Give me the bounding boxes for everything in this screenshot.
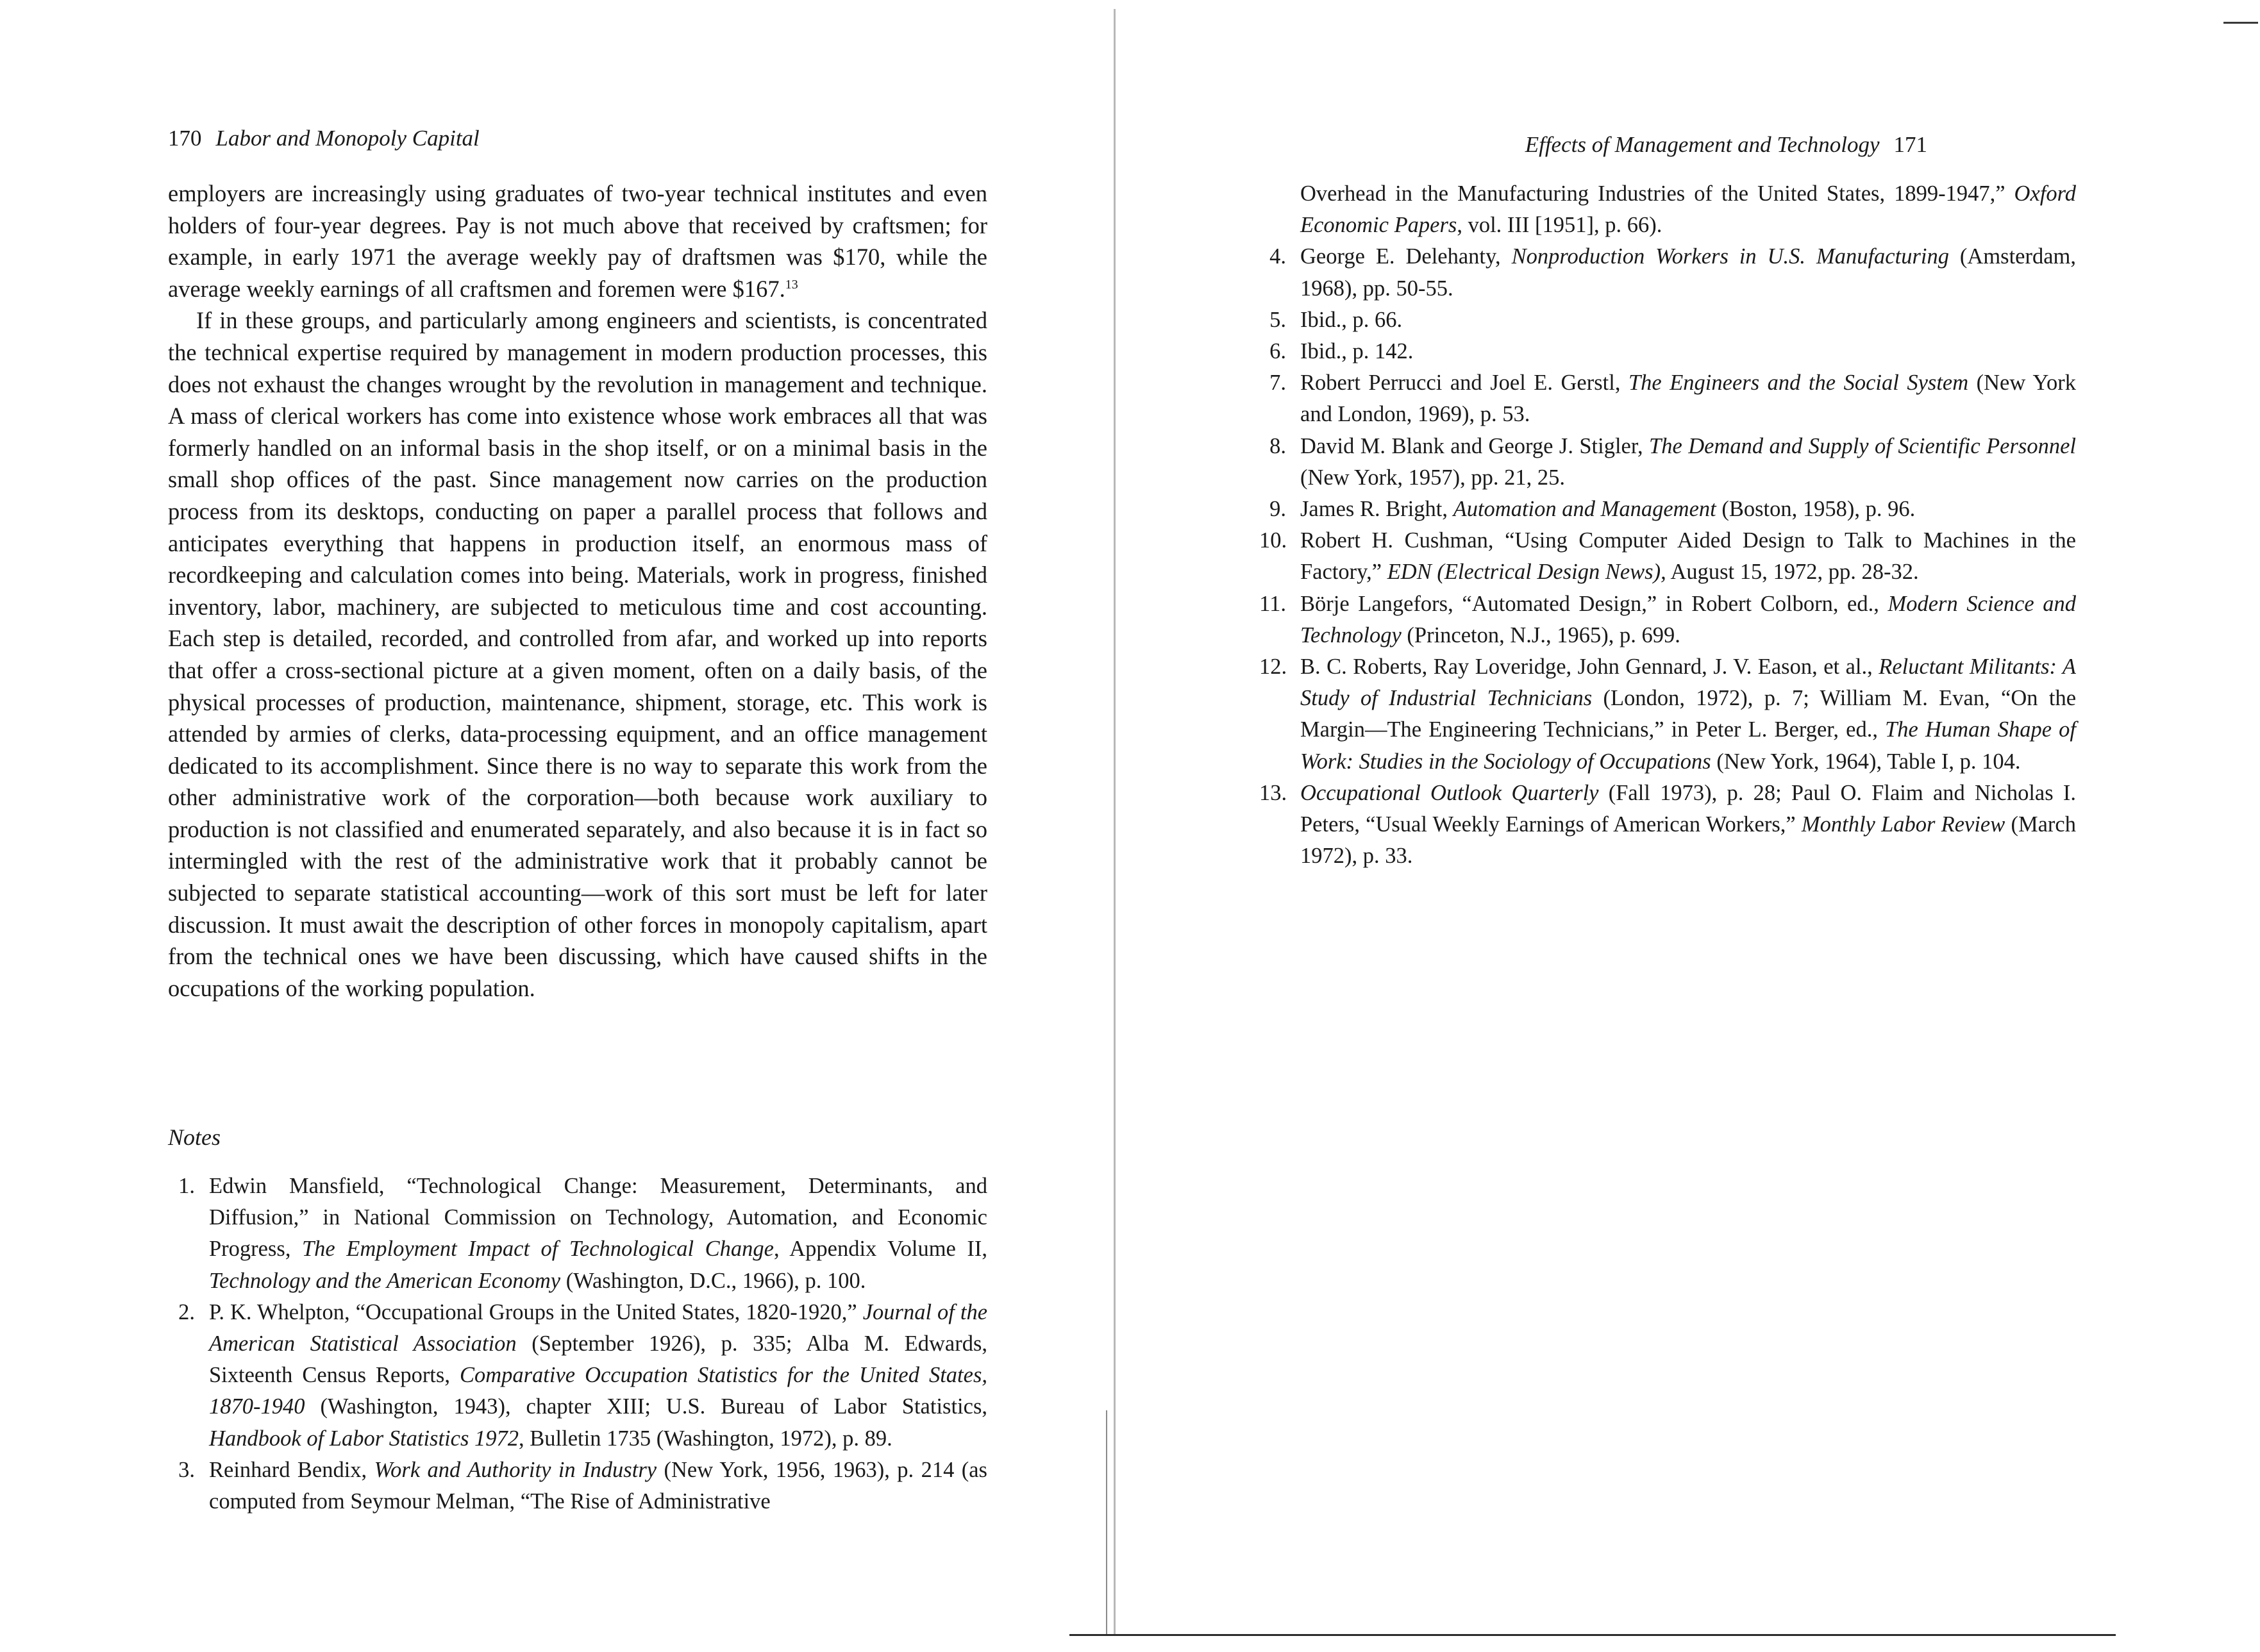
paragraph-1 — [168, 178, 987, 305]
note-6 — [1259, 336, 2076, 367]
note-2 — [168, 1297, 987, 1455]
notes-list-right — [1259, 178, 2076, 872]
note-text: B. C. Roberts, Ray Loveridge, John Gennard, J. V. Eason, et al., — [1300, 655, 1879, 680]
note-number: 4. — [1269, 244, 1286, 269]
left-page — [0, 0, 1116, 1652]
note-text: George E. Delehanty, — [1300, 244, 1512, 269]
note-text: , vol. III [1951], p. 66). — [1457, 213, 1662, 238]
note-text: August 15, 1972, pp. 28-32. — [1666, 560, 1919, 585]
page-bottom-edge — [1069, 1634, 2116, 1636]
note-number: 8. — [1269, 433, 1286, 458]
note-text: Reinhard Bendix, — [209, 1457, 374, 1482]
note-number: 7. — [1269, 371, 1286, 396]
note-number: 13. — [1259, 780, 1287, 805]
note-title: The Demand and Supply of Scientific Personnel — [1649, 433, 2076, 458]
note-number: 10. — [1259, 528, 1287, 553]
note-4 — [1259, 241, 2076, 304]
note-title: Journal of the American Statistical Association — [209, 1299, 988, 1356]
note-title: Occupational Outlook Quarterly — [1300, 780, 1599, 805]
note-3 — [168, 1455, 987, 1517]
body-text — [168, 178, 987, 1004]
note-title: Oxford Economic Papers — [1300, 181, 2076, 238]
note-text: P. K. Whelpton, “Occupational Groups in the United States, 1820-1920,” — [209, 1299, 863, 1324]
right-page-number: 171 — [1893, 132, 1927, 157]
note-3-continued — [1259, 178, 2076, 241]
note-title: Work and Authority in Industry — [374, 1457, 657, 1482]
left-running-head — [168, 126, 480, 151]
footnote-ref-13: 13 — [785, 277, 798, 292]
note-text: (Princeton, N.J., 1965), p. 699. — [1401, 622, 1680, 647]
note-text: Robert H. Cushman, “Using Computer Aided Design to Talk to Machines in the Factory,” — [1300, 528, 2076, 585]
note-text: Robert Perrucci and Joel E. Gerstl, — [1300, 371, 1628, 396]
note-12 — [1259, 651, 2076, 778]
page-gutter — [1114, 9, 1116, 1635]
note-number: 1. — [178, 1174, 195, 1198]
note-text: Overhead in the Manufacturing Industries of the United States, 1899-1947,” — [1300, 181, 2014, 206]
note-number: 12. — [1259, 655, 1287, 680]
note-title: The Human Shape of Work: Studies in the Sociology of Occupations — [1300, 717, 2076, 774]
notes-list-left — [168, 1171, 987, 1517]
note-number: 11. — [1259, 591, 1286, 616]
note-text: David M. Blank and George J. Stigler, — [1300, 433, 1650, 458]
note-text: (New York, 1964), Table I, p. 104. — [1711, 749, 2021, 774]
note-text: , Bulletin 1735 (Washington, 1972), p. 89. — [519, 1426, 892, 1451]
note-number: 5. — [1269, 307, 1286, 332]
note-title: Comparative Occupation Statistics for the United States, 1870-1940 — [209, 1363, 987, 1419]
right-running-title: Effects of Management and Technology — [1525, 132, 1880, 157]
left-page-number: 170 — [168, 126, 202, 151]
note-title: Automation and Management — [1453, 497, 1716, 522]
note-text: (New York, 1956, 1963), p. 214 (as computed from Seymour Melman, “The Rise of Administrative — [209, 1457, 987, 1514]
right-running-head — [1525, 132, 1927, 158]
note-text: (Amsterdam, 1968), pp. 50-55. — [1300, 244, 2076, 301]
note-title: Technology and the American Economy — [209, 1268, 561, 1293]
note-number: 9. — [1269, 497, 1286, 522]
note-title: Reluctant Militants: A Study of Industrial Technicians — [1300, 655, 2076, 711]
note-title: EDN (Electrical Design News), — [1387, 560, 1666, 585]
note-number: 6. — [1269, 339, 1286, 364]
corner-mark — [2223, 22, 2258, 24]
note-5 — [1259, 305, 2076, 336]
note-text: Ibid., p. 66. — [1300, 307, 1403, 332]
paragraph-2: If in these groups, and particularly among engineers and scientists, is concentrated the technical expertise required by management in modern production processes, this does not exhaust the changes wrought by the revolution in management and technique. A mass of clerical workers has come into existence whose work embraces all that was formerly handled on an informal basis in the shop itself, or on a minimal basis in the small shop offices of the past. Since management now carries on the production process from its desktops, conducting on paper a parallel process that follows and anticipates everything that happens in production itself, an enormous mass of recordkeeping and calculation comes into being. Materials, work in progress, finished inventory, labor, machinery, are subjected to meticulous time and cost accounting. Each step is detailed, recorded, and controlled from afar, and worked up into reports that offer a cross-sectional picture at a given moment, often on a daily basis, of the physical processes of production, maintenance, shipment, storage, etc. This work is attended by armies of clerks, data-processing equipment, and an office management dedicated to its accomplishment. Since there is no way to separate this work from the other administrative work of the corporation—both because work auxiliary to production is not classified and enumerated separately, and also because it is in fact so intermingled with the rest of the administrative work that it probably cannot be subjected to separate statistical accounting—work of this sort must be left for later discussion. It must await the description of other forces in monopoly capitalism, apart from the technical ones we have been discussing, which have caused shifts in the occupations of the working population. — [168, 307, 987, 1001]
note-text: Ibid., p. 142. — [1300, 339, 1414, 364]
note-text: (Fall 1973), p. 28; Paul O. Flaim and Nicholas I. Peters, “Usual Weekly Earnings of American Workers,” — [1300, 780, 2076, 837]
note-text: (Washington, 1943), chapter XIII; U.S. Bureau of Labor Statistics, — [305, 1394, 987, 1419]
note-text: (March 1972), p. 33. — [1300, 812, 2076, 869]
note-title: The Employment Impact of Technological Change — [301, 1237, 774, 1262]
note-text: (Boston, 1958), p. 96. — [1716, 497, 1916, 522]
left-running-title: Labor and Monopoly Capital — [215, 126, 480, 151]
note-text: Edwin Mansfield, “Technological Change: Measurement, Determinants, and Diffusion,” in National Commission on Technology, Automation, and Economic Progress, — [209, 1174, 987, 1262]
note-13 — [1259, 778, 2076, 872]
note-title: Nonproduction Workers in U.S. Manufacturing — [1511, 244, 1949, 269]
note-10 — [1259, 525, 2076, 588]
note-title: Handbook of Labor Statistics 1972 — [209, 1426, 519, 1451]
note-8 — [1259, 431, 2076, 494]
note-text: (New York and London, 1969), p. 53. — [1300, 371, 2076, 427]
note-text: (New York, 1957), pp. 21, 25. — [1300, 465, 1566, 490]
note-text: Börje Langefors, “Automated Design,” in Robert Colborn, ed., — [1300, 591, 1888, 616]
note-1 — [168, 1171, 987, 1297]
note-text: (September 1926), p. 335; Alba M. Edwards, Sixteenth Census Reports, — [209, 1331, 987, 1388]
note-number: 3. — [178, 1457, 195, 1482]
note-text: (Washington, D.C., 1966), p. 100. — [560, 1268, 866, 1293]
note-text: (London, 1972), p. 7; William M. Evan, “On the Margin—The Engineering Technicians,” in Peter L. Berger, ed., — [1300, 686, 2077, 742]
note-text: , Appendix Volume II, — [773, 1237, 987, 1262]
note-title: The Engineers and the Social System — [1628, 371, 1969, 396]
note-title: Modern Science and Technology — [1300, 591, 2076, 647]
note-9 — [1259, 494, 2076, 525]
note-11 — [1259, 588, 2076, 651]
notes-heading: Notes — [168, 1124, 221, 1150]
note-number: 2. — [178, 1299, 195, 1324]
note-text: James R. Bright, — [1300, 497, 1453, 522]
paragraph-1-text: employers are increasingly using graduates of two-year technical institutes and even holders of four-year degrees. Pay is not much above that received by craftsmen; for example, in early 1971 the average weekly pay of draftsmen was $170, while the average weekly earnings of all craftsmen and foremen were $167. — [168, 180, 987, 302]
note-7 — [1259, 367, 2076, 430]
note-title: Monthly Labor Review — [1801, 812, 2005, 837]
page-edge-shadow — [1106, 1410, 1107, 1635]
